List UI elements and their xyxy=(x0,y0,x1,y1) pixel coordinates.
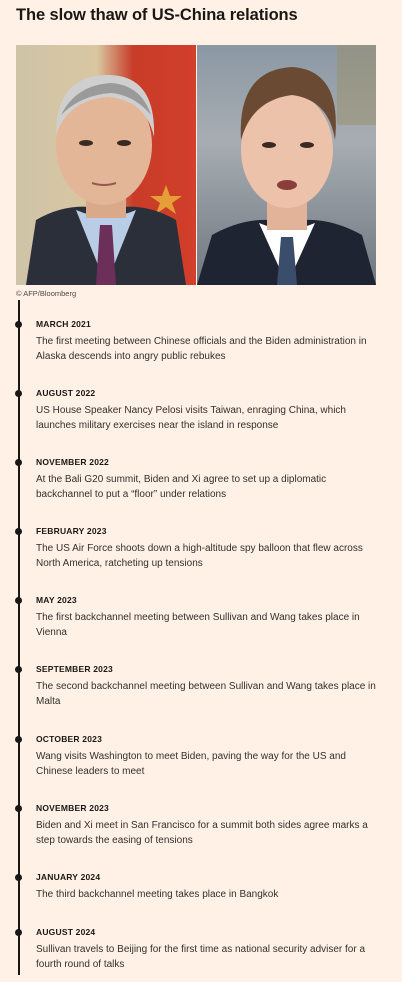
timeline-event xyxy=(36,457,381,502)
event-description: The US Air Force shoots down a high-altitude spy balloon that flew across North America, ratcheting up tensions xyxy=(36,543,363,569)
event-date: AUGUST 2022 xyxy=(36,388,96,398)
timeline-dot xyxy=(15,597,22,604)
event-description: The first backchannel meeting between Sullivan and Wang takes place in Vienna xyxy=(36,612,360,638)
event-description: US House Speaker Nancy Pelosi visits Taiwan, enraging China, which launches military exercises near the island in response xyxy=(36,405,346,431)
event-date: JANUARY 2024 xyxy=(36,872,101,882)
event-description: The third backchannel meeting takes place in Bangkok xyxy=(36,889,279,900)
timeline-dot xyxy=(15,805,22,812)
event-date: AUGUST 2024 xyxy=(36,927,96,937)
event-date: OCTOBER 2023 xyxy=(36,734,103,744)
timeline-dot xyxy=(15,736,22,743)
header-photos xyxy=(16,45,376,285)
event-description: At the Bali G20 summit, Biden and Xi agree to set up a diplomatic backchannel to put a “floor” under relations xyxy=(36,474,327,500)
event-description: Wang visits Washington to meet Biden, paving the way for the US and Chinese leaders to meet xyxy=(36,751,346,777)
timeline-event xyxy=(36,595,381,640)
wang-yi-photo xyxy=(16,45,196,285)
timeline-dot xyxy=(15,321,22,328)
page-title: The slow thaw of US-China relations xyxy=(16,6,298,24)
event-date: MAY 2023 xyxy=(36,595,77,605)
event-date: NOVEMBER 2023 xyxy=(36,803,109,813)
timeline-event xyxy=(36,388,381,433)
photo-credit: © AFP/Bloomberg xyxy=(16,289,77,298)
timeline-dot xyxy=(15,666,22,673)
timeline-event xyxy=(36,803,381,848)
event-date: MARCH 2021 xyxy=(36,319,91,329)
timeline-dot xyxy=(15,459,22,466)
event-date: FEBRUARY 2023 xyxy=(36,526,107,536)
timeline-event xyxy=(36,526,381,571)
timeline-dot xyxy=(15,929,22,936)
timeline-event xyxy=(36,734,381,779)
timeline-event xyxy=(36,319,381,364)
event-description: Sullivan travels to Beijing for the first time as national security adviser for a fourth round of talks xyxy=(36,944,366,970)
jake-sullivan-photo xyxy=(197,45,376,285)
timeline-dot xyxy=(15,874,22,881)
event-description: The second backchannel meeting between Sullivan and Wang takes place in Malta xyxy=(36,681,376,707)
timeline-event xyxy=(36,927,381,972)
timeline-event xyxy=(36,664,381,709)
timeline-dot xyxy=(15,390,22,397)
event-description: Biden and Xi meet in San Francisco for a summit both sides agree marks a step towards the easing of tensions xyxy=(36,820,368,846)
timeline-event xyxy=(36,872,381,902)
event-date: SEPTEMBER 2023 xyxy=(36,664,113,674)
timeline-dot xyxy=(15,528,22,535)
event-date: NOVEMBER 2022 xyxy=(36,457,109,467)
event-description: The first meeting between Chinese officials and the Biden administration in Alaska descends into angry public rebukes xyxy=(36,336,367,362)
